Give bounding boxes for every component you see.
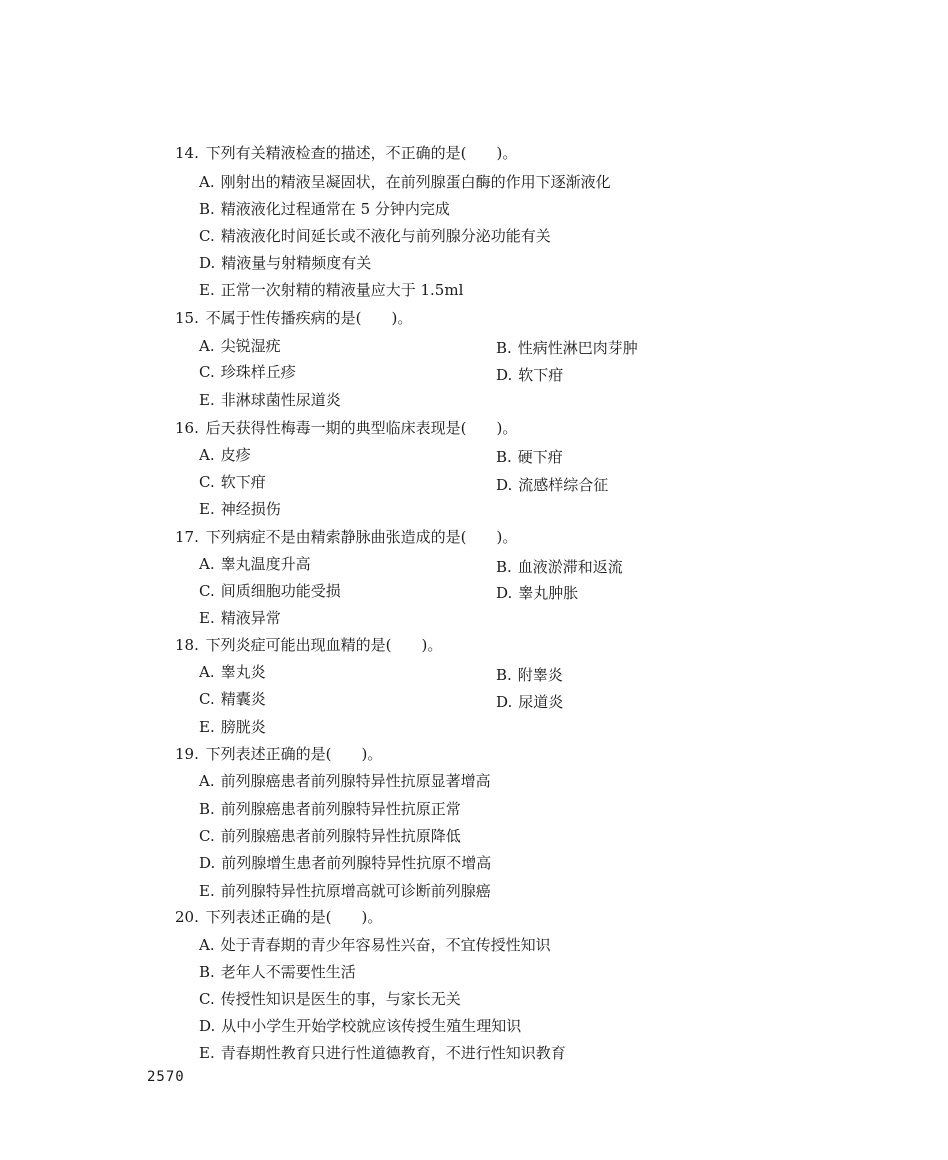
- option-text: 硬下疳: [517, 448, 563, 466]
- option-19-b: [199, 799, 461, 819]
- option-letter: B.: [496, 558, 512, 576]
- question-15: [175, 308, 412, 328]
- option-text: 流感样综合征: [518, 476, 609, 494]
- question-number: 16.: [175, 419, 199, 437]
- question-stem: 下列炎症可能出现血精的是( )。: [205, 636, 443, 654]
- option-text: 皮疹: [220, 446, 251, 464]
- option-text: 软下疳: [518, 366, 564, 384]
- option-20-d: [199, 1016, 521, 1036]
- option-text: 前列腺特异性抗原增高就可诊断前列腺癌: [220, 882, 491, 900]
- option-text: 精液液化时间延长或不液化与前列腺分泌功能有关: [220, 227, 551, 245]
- question-stem: 不属于性传播疾病的是( )。: [205, 309, 413, 327]
- question-20: [175, 907, 382, 927]
- option-text: 间质细胞功能受损: [220, 582, 341, 600]
- option-letter: C.: [199, 990, 215, 1008]
- option-14-e: [199, 280, 463, 300]
- question-17: [175, 527, 517, 547]
- option-letter: D.: [496, 693, 513, 711]
- option-20-b: [199, 962, 356, 982]
- option-text: 处于青春期的青少年容易性兴奋，不宜传授性知识: [220, 936, 551, 954]
- option-letter: D.: [496, 584, 513, 602]
- option-text: 正常一次射精的精液量应大于 1.5ml: [220, 281, 464, 299]
- option-letter: E.: [199, 281, 215, 299]
- question-stem: 下列表述正确的是( )。: [205, 745, 383, 763]
- option-letter: E.: [199, 500, 215, 518]
- question-14: [175, 143, 517, 163]
- option-letter: A.: [199, 936, 215, 954]
- option-text: 青春期性教育只进行性道德教育，不进行性知识教育: [220, 1044, 566, 1062]
- option-15-c: [199, 362, 296, 382]
- option-text: 精液液化过程通常在 5 分钟内完成: [220, 200, 450, 218]
- option-17-a: [199, 554, 311, 574]
- option-text: 软下疳: [220, 473, 266, 491]
- option-text: 神经损伤: [220, 500, 281, 518]
- option-letter: A.: [199, 446, 215, 464]
- option-text: 精囊炎: [220, 690, 266, 708]
- option-text: 尿道炎: [518, 693, 564, 711]
- option-letter: D.: [199, 254, 216, 272]
- option-19-a: [199, 771, 491, 791]
- option-letter: E.: [199, 1044, 215, 1062]
- option-15-e: [199, 390, 341, 410]
- option-16-a: [199, 445, 251, 465]
- option-19-d: [199, 853, 491, 873]
- option-text: 传授性知识是医生的事，与家长无关: [220, 990, 461, 1008]
- option-15-a: [199, 336, 281, 356]
- option-19-e: [199, 881, 491, 901]
- option-letter: A.: [199, 337, 215, 355]
- option-letter: B.: [496, 448, 512, 466]
- question-stem: 下列表述正确的是( )。: [205, 908, 383, 926]
- option-letter: C.: [199, 582, 215, 600]
- question-number: 18.: [175, 636, 199, 654]
- question-number: 19.: [175, 745, 199, 763]
- option-20-a: [199, 935, 551, 955]
- option-text: 老年人不需要性生活: [220, 963, 356, 981]
- option-letter: A.: [199, 173, 215, 191]
- option-text: 睾丸肿胀: [518, 584, 579, 602]
- option-16-d: [496, 475, 608, 495]
- option-letter: E.: [199, 391, 215, 409]
- option-letter: B.: [199, 800, 215, 818]
- question-number: 20.: [175, 908, 199, 926]
- option-text: 睾丸炎: [220, 663, 266, 681]
- question-18: [175, 635, 442, 655]
- option-14-a: [199, 172, 611, 192]
- option-letter: E.: [199, 609, 215, 627]
- option-15-d: [496, 365, 563, 385]
- page-number: 2570: [147, 1069, 185, 1085]
- option-text: 前列腺癌患者前列腺特异性抗原正常: [220, 800, 461, 818]
- option-text: 睾丸温度升高: [220, 555, 311, 573]
- question-number: 15.: [175, 309, 199, 327]
- option-letter: B.: [496, 339, 512, 357]
- option-14-c: [199, 226, 551, 246]
- option-text: 精液量与射精频度有关: [221, 254, 372, 272]
- option-17-d: [496, 583, 578, 603]
- option-20-e: [199, 1043, 566, 1063]
- option-text: 从中小学生开始学校就应该传授生殖生理知识: [221, 1017, 522, 1035]
- option-18-b: [496, 665, 563, 685]
- option-text: 前列腺癌患者前列腺特异性抗原降低: [220, 827, 461, 845]
- option-letter: E.: [199, 882, 215, 900]
- option-letter: B.: [496, 666, 512, 684]
- option-17-b: [496, 557, 623, 577]
- option-text: 前列腺增生患者前列腺特异性抗原不增高: [221, 854, 492, 872]
- option-letter: D.: [199, 854, 216, 872]
- option-14-d: [199, 253, 371, 273]
- option-18-c: [199, 689, 266, 709]
- option-letter: D.: [496, 366, 513, 384]
- option-letter: D.: [199, 1017, 216, 1035]
- option-letter: B.: [199, 200, 215, 218]
- option-text: 刚射出的精液呈凝固状，在前列腺蛋白酶的作用下逐渐液化: [220, 173, 611, 191]
- option-letter: C.: [199, 827, 215, 845]
- option-text: 膀胱炎: [220, 718, 266, 736]
- option-text: 非淋球菌性尿道炎: [220, 391, 341, 409]
- option-letter: D.: [496, 476, 513, 494]
- option-18-d: [496, 692, 563, 712]
- option-letter: C.: [199, 690, 215, 708]
- option-14-b: [199, 199, 450, 219]
- option-18-a: [199, 662, 266, 682]
- question-16: [175, 418, 517, 438]
- option-19-c: [199, 826, 461, 846]
- option-text: 附睾炎: [517, 666, 563, 684]
- option-text: 血液淤滞和返流: [517, 558, 623, 576]
- option-16-b: [496, 447, 563, 467]
- question-number: 17.: [175, 528, 199, 546]
- question-19: [175, 744, 382, 764]
- option-letter: E.: [199, 718, 215, 736]
- question-stem: 后天获得性梅毒一期的典型临床表现是( )。: [205, 419, 518, 437]
- option-letter: A.: [199, 772, 215, 790]
- option-18-e: [199, 717, 266, 737]
- option-16-e: [199, 499, 281, 519]
- question-stem: 下列有关精液检查的描述，不正确的是( )。: [205, 144, 518, 162]
- option-letter: A.: [199, 663, 215, 681]
- question-stem: 下列病症不是由精索静脉曲张造成的是( )。: [205, 528, 518, 546]
- question-number: 14.: [175, 144, 199, 162]
- option-16-c: [199, 472, 266, 492]
- option-17-c: [199, 581, 341, 601]
- option-letter: B.: [199, 963, 215, 981]
- option-letter: C.: [199, 363, 215, 381]
- option-text: 珍珠样丘疹: [220, 363, 296, 381]
- option-20-c: [199, 989, 461, 1009]
- option-text: 尖锐湿疣: [220, 337, 281, 355]
- option-15-b: [496, 338, 638, 358]
- option-text: 前列腺癌患者前列腺特异性抗原显著增高: [220, 772, 491, 790]
- option-letter: C.: [199, 473, 215, 491]
- option-17-e: [199, 608, 281, 628]
- option-letter: A.: [199, 555, 215, 573]
- option-text: 精液异常: [220, 609, 281, 627]
- option-text: 性病性淋巴肉芽肿: [517, 339, 638, 357]
- option-letter: C.: [199, 227, 215, 245]
